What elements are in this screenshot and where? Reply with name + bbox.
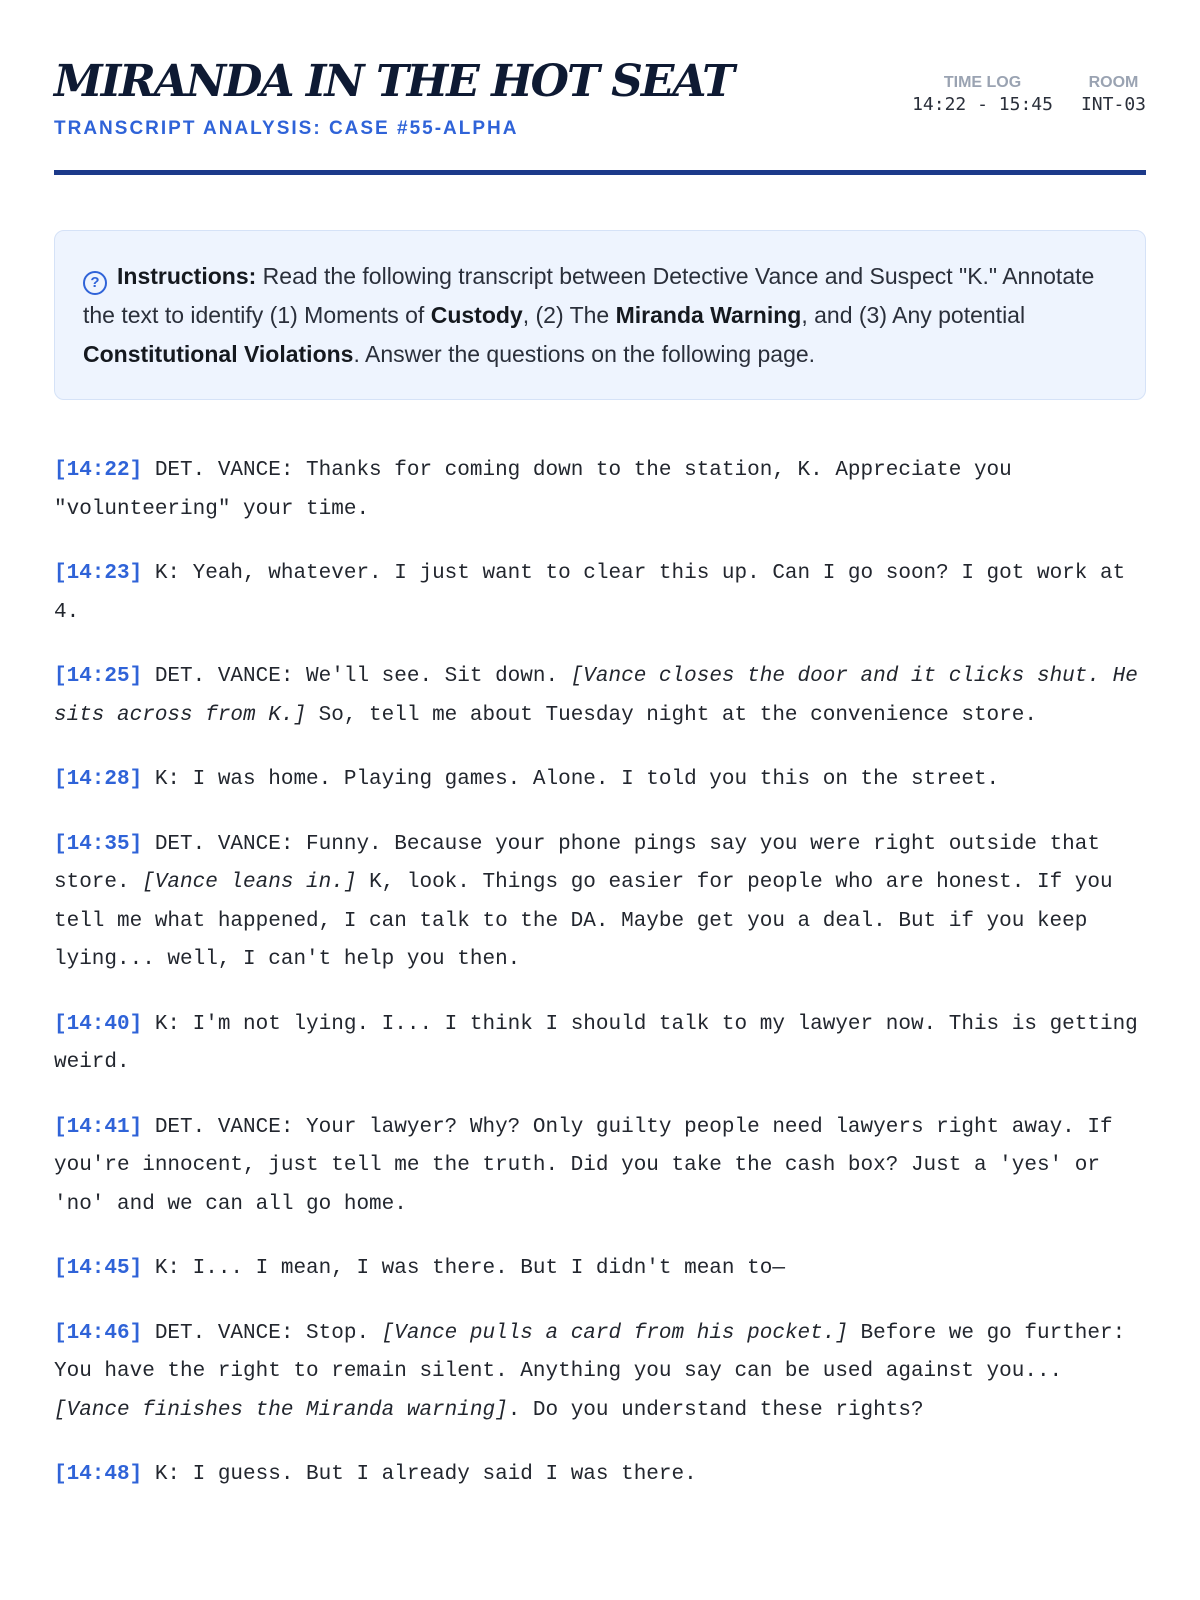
dialogue: So, tell me about Tuesday night at the convenience store. [306, 703, 1037, 727]
instructions-violations: Constitutional Violations [83, 341, 354, 367]
transcript-entry [54, 452, 1146, 529]
instructions-custody: Custody [430, 302, 523, 328]
room [1081, 74, 1146, 115]
transcript-entry [54, 761, 1146, 800]
transcript-entry [54, 1109, 1146, 1225]
dialogue: DET. VANCE: Funny. Because your phone pings say you were right outside that store. [54, 832, 1100, 894]
stage-direction: [Vance finishes the Miranda warning] [54, 1398, 508, 1422]
timestamp: [14:48] [54, 1463, 143, 1486]
header-meta [912, 74, 1146, 115]
instructions-text-3: , and (3) Any potential [801, 302, 1026, 328]
timestamp: [14:41] [54, 1115, 143, 1139]
timestamp: [14:45] [54, 1257, 143, 1280]
instructions-miranda: Miranda Warning [615, 302, 802, 328]
dialogue: K: I'm not lying. I... I think I should talk to my lawyer now. This is getting weird. [54, 1012, 1138, 1074]
time-log-value: 14:22 - 15:45 [912, 94, 1053, 115]
time-log-label: TIME LOG [943, 74, 1022, 91]
transcript-entry [54, 1315, 1146, 1431]
stage-direction: [Vance closes the door and it clicks shut. He sits across from K.] [54, 665, 1138, 727]
dialogue: K: Yeah, whatever. I just want to clear this up. Can I go soon? I got work at 4. [54, 562, 1126, 624]
question-circle-icon: ? [83, 271, 107, 295]
timestamp: [14:28] [54, 768, 143, 791]
dialogue: DET. VANCE: Thanks for coming down to the station, K. Appreciate you "volunteering" your time. [54, 459, 1012, 521]
instructions-text-1: Read the following transcript between Detective Vance and Suspect "K." Annotate the text to identify (1) Moments of [83, 263, 1095, 328]
instructions-text-4: . Answer the questions on the following page. [353, 341, 816, 367]
transcript-entry [54, 1006, 1146, 1083]
dialogue: . Do you understand these rights? [507, 1398, 924, 1422]
timestamp: [14:35] [54, 832, 143, 856]
transcript-entry [54, 658, 1146, 735]
timestamp: [14:40] [54, 1012, 143, 1036]
transcript [54, 452, 1146, 1521]
transcript-entry [54, 1456, 1146, 1495]
time-log [912, 74, 1053, 115]
stage-direction: [Vance leans in.] [142, 871, 357, 894]
dialogue: Before we go further: You have the right to remain silent. Anything you say can be used against you... [54, 1321, 1126, 1383]
dialogue: K: I... I mean, I was there. But I didn't mean to— [142, 1257, 785, 1280]
dialogue: DET. VANCE: Your lawyer? Why? Only guilty people need lawyers right away. If you're innocent, just tell me the truth. Did you take the cash box? Just a 'yes' or 'no' and we can all go home. [54, 1115, 1113, 1216]
timestamp: [14:22] [54, 459, 143, 482]
dialogue: K: I was home. Playing games. Alone. I told you this on the street. [142, 768, 1000, 791]
timestamp: [14:46] [54, 1321, 143, 1345]
transcript-entry [54, 826, 1146, 980]
dialogue: DET. VANCE: Stop. [142, 1321, 382, 1345]
dialogue: DET. VANCE: We'll see. Sit down. [142, 665, 571, 688]
timestamp: [14:23] [54, 562, 143, 585]
timestamp: [14:25] [54, 665, 143, 688]
instructions-box [54, 230, 1146, 400]
dialogue: K: I guess. But I already said I was there. [142, 1463, 697, 1486]
dialogue: K, look. Things go easier for people who are honest. If you tell me what happened, I can talk to the DA. Maybe get you a deal. But if you keep lying... well, I can't help you then. [54, 871, 1113, 971]
page-subtitle: TRANSCRIPT ANALYSIS: CASE #55-ALPHA [54, 118, 519, 139]
room-value: INT-03 [1080, 94, 1146, 115]
transcript-entry [54, 555, 1146, 632]
room-label: ROOM [1088, 74, 1139, 91]
transcript-entry [54, 1250, 1146, 1289]
page-title: MIRANDA IN THE HOT SEAT [54, 56, 733, 107]
instructions-lead: Instructions: [117, 263, 257, 289]
instructions-text-2: , (2) The [522, 302, 616, 328]
stage-direction: [Vance pulls a card from his pocket.] [381, 1321, 848, 1345]
header [54, 0, 1146, 175]
